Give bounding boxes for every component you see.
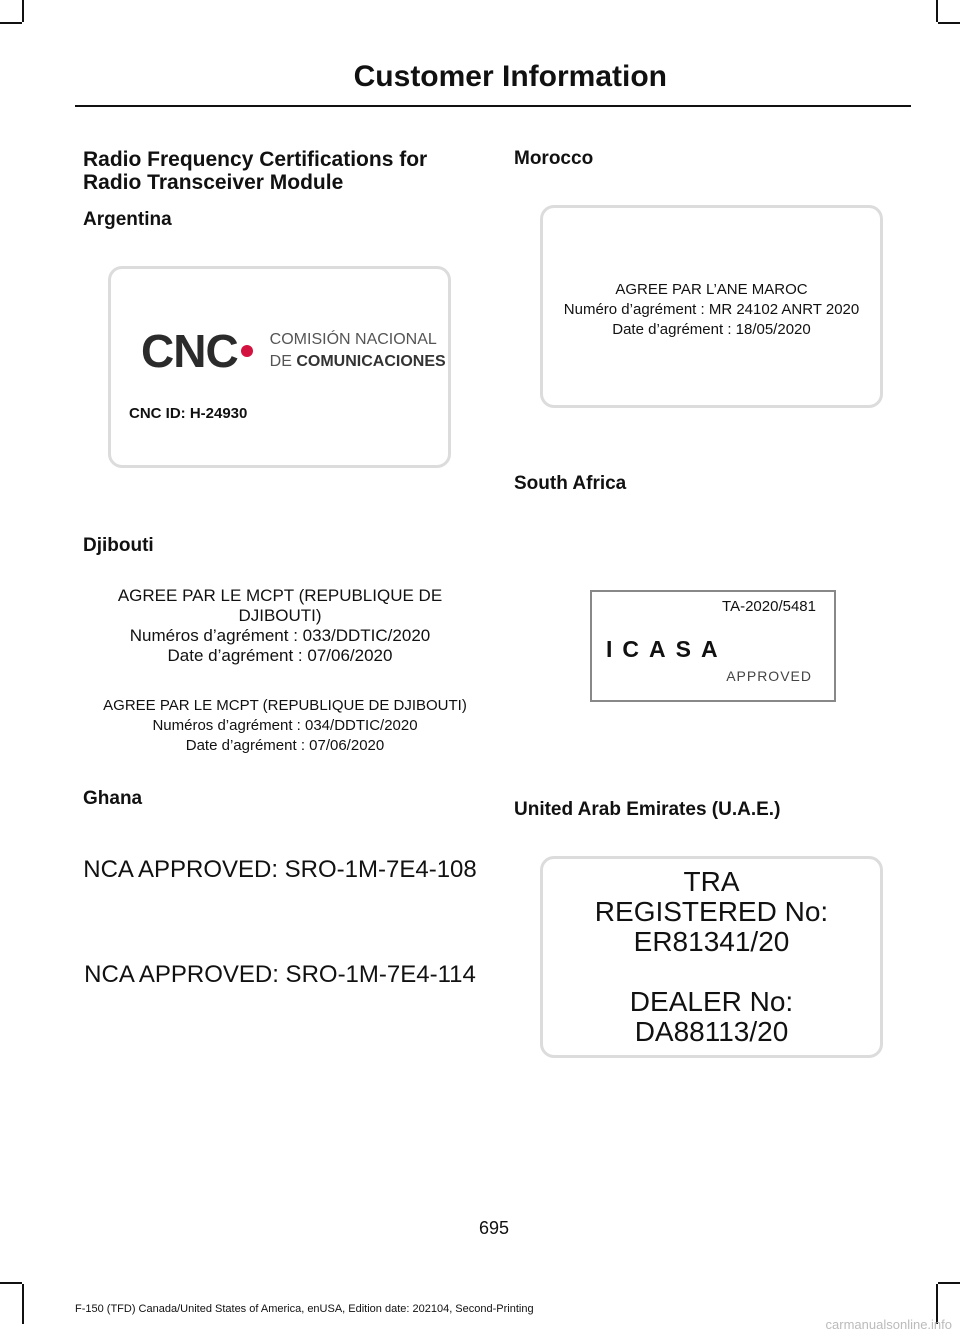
edition-text: F-150 (TFD) Canada/United States of America, enUSA, Edition date: 202104, Second-Printing [75, 1303, 534, 1315]
morocco-label-line: Numéro d’agrément : MR 24102 ANRT 2020 [563, 301, 860, 318]
country-argentina: Argentina [83, 209, 172, 230]
ghana-label-1: NCA APPROVED: SRO-1M-7E4-108 [83, 856, 477, 883]
icasa-id: TA-2020/5481 [722, 598, 816, 615]
country-djibouti: Djibouti [83, 535, 154, 556]
crop-mark [22, 0, 24, 22]
page-title: Customer Information [353, 60, 667, 93]
djibouti-label-line: Numéros d’agrément : 034/DDTIC/2020 [152, 717, 418, 734]
cnc-logo-name [270, 329, 446, 373]
morocco-label-line: AGREE PAR L’ANE MAROC [615, 281, 808, 298]
djibouti-label-line: AGREE PAR LE MCPT (REPUBLIQUE DE DJIBOUTI) [117, 586, 443, 625]
country-morocco: Morocco [514, 148, 594, 169]
icasa-label [590, 590, 836, 702]
uae-label [540, 856, 883, 1058]
uae-label-spacer [543, 957, 880, 987]
djibouti-label-1 [75, 586, 485, 666]
djibouti-label-line: AGREE PAR LE MCPT (REPUBLIQUE DE DJIBOUTI) [103, 697, 467, 714]
icasa-logo: ICASA [606, 636, 728, 662]
crop-mark [22, 1284, 24, 1324]
header-rule [75, 105, 911, 107]
cnc-logo-mark [141, 324, 254, 378]
cnc-name-prefix: DE [269, 353, 297, 370]
cnc-logo [141, 324, 446, 378]
djibouti-label-line: Date d’agrément : 07/06/2020 [167, 646, 393, 665]
icasa-approved: APPROVED [726, 668, 812, 684]
crop-mark [0, 1282, 22, 1284]
country-south-africa: South Africa [514, 473, 627, 494]
djibouti-label-line: Numéros d’agrément : 033/DDTIC/2020 [129, 626, 431, 645]
uae-label-line: ER81341/20 [633, 926, 790, 957]
country-ghana: Ghana [83, 788, 143, 809]
uae-label-line: REGISTERED No: [594, 896, 829, 927]
watermark: carmanualsonline.info [825, 1317, 952, 1332]
cnc-name-line2 [270, 351, 446, 373]
cnc-id: CNC ID: H-24930 [129, 405, 248, 422]
section-title-line2: Radio Transceiver Module [83, 171, 344, 194]
cnc-name-line1: COMISIÓN NACIONAL [269, 331, 437, 348]
cnc-name-bold: COMUNICACIONES [296, 353, 446, 370]
morocco-label-line: Date d’agrément : 18/05/2020 [612, 321, 811, 338]
section-title-line1: Radio Frequency Certifications for [83, 148, 428, 171]
crop-mark [0, 22, 22, 24]
morocco-label [540, 205, 883, 408]
page-number: 695 [478, 1218, 510, 1238]
crop-mark [938, 22, 960, 24]
uae-label-line: TRA [683, 866, 740, 897]
cnc-dot-icon [241, 345, 253, 357]
crop-mark [936, 0, 938, 22]
uae-label-line: DA88113/20 [634, 1016, 789, 1047]
djibouti-label-2 [80, 696, 490, 756]
crop-mark [938, 1282, 960, 1284]
section-title [83, 148, 427, 194]
uae-label-line: DEALER No: [629, 986, 794, 1017]
country-uae: United Arab Emirates (U.A.E.) [514, 799, 781, 820]
djibouti-label-line: Date d’agrément : 07/06/2020 [185, 737, 385, 754]
cnc-logo-letters: CNC [141, 325, 238, 377]
ghana-label-2: NCA APPROVED: SRO-1M-7E4-114 [84, 961, 476, 988]
argentina-label [108, 266, 451, 468]
